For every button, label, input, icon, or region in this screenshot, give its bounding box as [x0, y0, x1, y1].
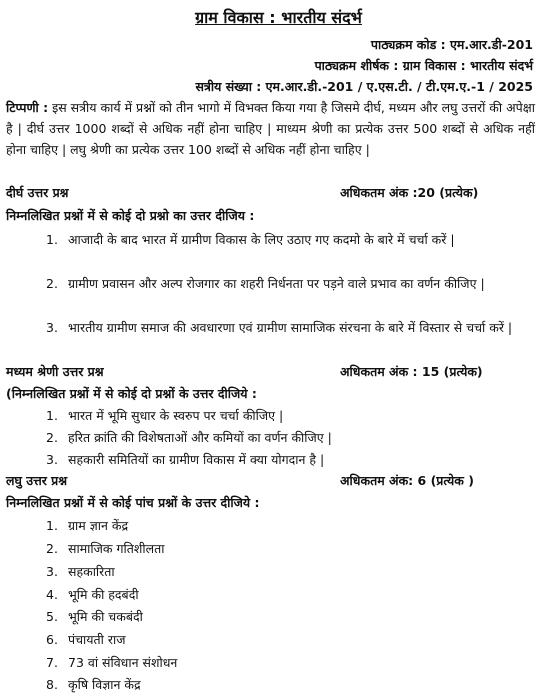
- list-item: [46, 629, 537, 650]
- list-item: [46, 229, 537, 250]
- list-item: [46, 449, 537, 470]
- long-section-heading: दीर्घ उत्तर प्रश्न: [6, 185, 69, 200]
- question-text: भूमि की चकबंदी: [68, 609, 143, 624]
- list-item: [46, 674, 537, 695]
- medium-section-heading: मध्यम श्रेणी उत्तर प्रश्न: [6, 364, 104, 379]
- course-title: पाठ्यक्रम शीर्षक : ग्राम विकास : भारतीय संदर्भ: [314, 58, 533, 73]
- question-number: 8.: [46, 677, 58, 692]
- question-number: 3.: [46, 452, 58, 467]
- short-section-instruction: निम्नलिखित प्रश्नों में से कोई पांच प्रश्नों के उत्तर दीजिये :: [6, 495, 260, 510]
- medium-section-instruction: (निम्नलिखित प्रश्नों में से कोई दो प्रश्नों के उत्तर दीजिये :: [6, 386, 257, 401]
- question-text: सहकारिता: [68, 564, 115, 579]
- assignment-number: सत्रीय संख्या : एम.आर.डी.-201 / ए.एस.टी. / टी.एम.ए.-1 / 2025: [195, 79, 533, 94]
- medium-section-marks: अधिकतम अंक : 15 (प्रत्येक): [340, 364, 483, 379]
- short-section-heading: लघु उत्तर प्रश्न: [6, 473, 68, 488]
- question-number: 6.: [46, 632, 58, 647]
- note-label: टिप्पणी :: [6, 100, 49, 115]
- question-text: 73 वां संविधान संशोधन: [68, 655, 178, 670]
- question-text: पंचायती राज: [68, 632, 126, 647]
- question-number: 4.: [46, 587, 58, 602]
- instructions-note: [6, 97, 535, 160]
- note-text: इस सत्रीय कार्य में प्रश्नों को तीन भागो में विभक्त किया गया है जिसमे दीर्घ, मध्यम और लघु उत्तरों की अपेक्षा है | दीर्घ उत्तर 1000 शब्दों से अधिक नहीं होना चाहिए | माध्यम श्रेणी का प्रत्येक उत्तर 500 शब्दों से अधिक नहीं होना चाहिए | लघु श्रेणी का प्रत्येक उत्तर 100 शब्दों से अधिक नहीं होना चाहिए |: [6, 100, 535, 157]
- list-item: [46, 317, 537, 338]
- long-section-marks: अधिकतम अंक :20 (प्रत्येक): [340, 185, 479, 200]
- question-number: 1.: [46, 408, 58, 423]
- question-number: 5.: [46, 609, 58, 624]
- list-item: [46, 427, 537, 448]
- list-item: [46, 538, 537, 559]
- list-item: [46, 273, 537, 294]
- list-item: [46, 606, 537, 627]
- question-text: भारतीय ग्रामीण समाज की अवधारणा एवं ग्रामीण सामाजिक संरचना के बारे में विस्तार से चर्चा करें |: [68, 320, 513, 335]
- question-number: 3.: [46, 320, 58, 335]
- long-section-instruction: निम्नलिखित प्रश्नों में से कोई दो प्रश्नो का उत्तर दीजिय :: [6, 208, 255, 223]
- question-number: 2.: [46, 276, 58, 291]
- question-text: सामाजिक गतिशीलता: [68, 541, 165, 556]
- question-text: आजादी के बाद भारत में ग्रामीण विकास के लिए उठाए गए कदमो के बारे में चर्चा करें |: [68, 232, 455, 247]
- question-text: भूमि की हदबंदी: [68, 587, 139, 602]
- question-text: सहकारी समितियों का ग्रामीण विकास में क्या योगदान है |: [68, 452, 325, 467]
- question-text: हरित क्रांति की विशेषताओं और कमियों का वर्णन कीजिए |: [68, 430, 332, 445]
- document-title: ग्राम विकास : भारतीय संदर्भ: [195, 8, 362, 27]
- question-number: 2.: [46, 430, 58, 445]
- question-text: ग्राम ज्ञान केंद्र: [68, 518, 129, 533]
- course-code: पाठ्यक्रम कोड : एम.आर.डी-201: [370, 37, 533, 52]
- list-item: [46, 584, 537, 605]
- list-item: [46, 561, 537, 582]
- question-number: 7.: [46, 655, 58, 670]
- question-number: 1.: [46, 232, 58, 247]
- list-item: [46, 515, 537, 536]
- question-number: 3.: [46, 564, 58, 579]
- question-number: 2.: [46, 541, 58, 556]
- question-text: ग्रामीण प्रवासन और अल्प रोजगार का शहरी निर्धनता पर पड़ने वाले प्रभाव का वर्णन कीजिए |: [68, 276, 485, 291]
- question-number: 1.: [46, 518, 58, 533]
- list-item: [46, 652, 537, 673]
- short-section-marks: अधिकतम अंक: 6 (प्रत्येक ): [340, 473, 474, 488]
- question-text: भारत में भूमि सुधार के स्वरुप पर चर्चा कीजिए |: [68, 408, 284, 423]
- list-item: [46, 405, 537, 426]
- question-text: कृषि विज्ञान केंद्र: [68, 677, 141, 692]
